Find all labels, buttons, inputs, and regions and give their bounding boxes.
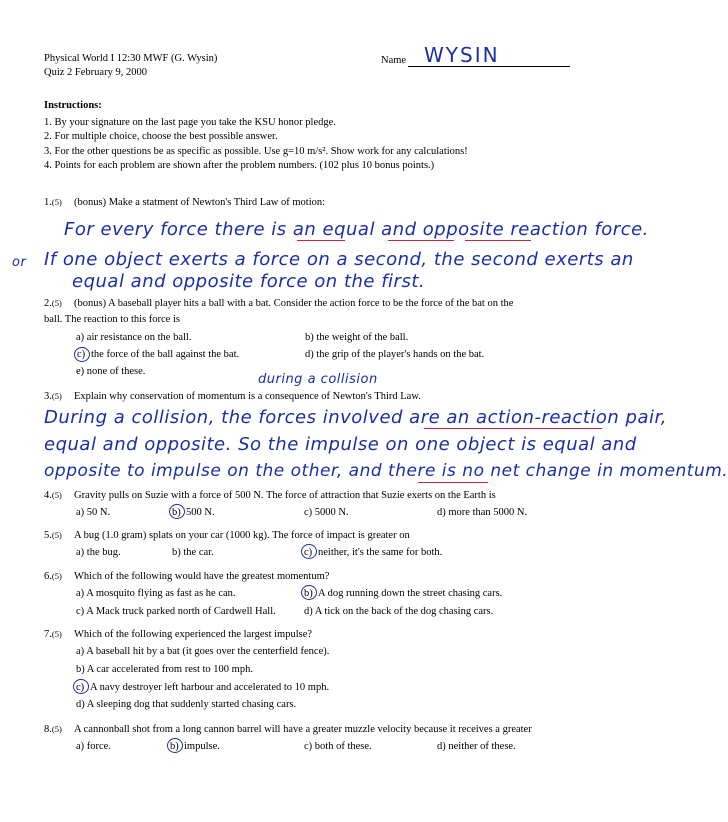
q6-option-b: A dog running down the street chasing cars. — [318, 588, 503, 599]
q2-text-1: (bonus) A baseball player hits a ball with a bat. Consider the action force to be the force of the bat on the — [74, 298, 514, 309]
q1-text: (bonus) Make a statment of Newton's Third Law of motion: — [74, 197, 326, 208]
course-title: Physical World I 12:30 MWF (G. Wysin) — [44, 53, 218, 64]
q5-option-a: a) the bug. — [76, 547, 121, 558]
quiz-date: Quiz 2 February 9, 2000 — [44, 67, 147, 78]
q6-option-a: a) A mosquito flying as fast as he can. — [76, 588, 236, 599]
q3-number: 3.(5) — [44, 391, 62, 402]
q2-option-c-letter: c) — [77, 349, 86, 360]
name-label: Name — [381, 55, 407, 66]
q6-number: 6.(5) — [44, 571, 62, 582]
q1-or-label: or — [12, 255, 27, 270]
q2-text-2: ball. The reaction to this force is — [44, 314, 180, 325]
q8-number: 8.(5) — [44, 724, 62, 735]
q4-number: 4.(5) — [44, 490, 62, 501]
q3-answer-line2: equal and opposite. So the impulse on one object is equal and — [44, 434, 637, 455]
q4-text: Gravity pulls on Suzie with a force of 500 N. The force of attraction that Suzie exerts on the Earth is — [74, 490, 496, 501]
q5-option-c: neither, it's the same for both. — [318, 547, 443, 558]
q2-option-e: e) none of these. — [76, 366, 146, 377]
q6-option-d: d) A tick on the back of the dog chasing cars. — [304, 606, 494, 617]
q2-option-d: d) the grip of the player's hands on the bat. — [305, 349, 485, 360]
q2-option-b: b) the weight of the ball. — [305, 332, 409, 343]
underline-reaction — [465, 240, 531, 241]
q5-option-b: b) the car. — [172, 547, 214, 558]
q1-answer-line3: equal and opposite force on the first. — [72, 271, 426, 292]
q6-text: Which of the following would have the greatest momentum? — [74, 571, 330, 582]
q8-option-a: a) force. — [76, 741, 111, 752]
q8-option-b: impulse. — [184, 741, 220, 752]
underline-action-reaction — [424, 428, 602, 429]
q4-option-b: 500 N. — [186, 507, 215, 518]
q4-option-d: d) more than 5000 N. — [437, 507, 528, 518]
underline-equal — [297, 240, 345, 241]
q3-answer-line1: During a collision, the forces involved are an action-reaction pair, — [44, 407, 667, 428]
q7-text: Which of the following experienced the largest impulse? — [74, 629, 313, 640]
underline-opposite — [388, 240, 454, 241]
q3-answer-line3: opposite to impulse on the other, and there is no net change in momentum. — [44, 461, 728, 481]
instruction-4: 4. Points for each problem are shown after the problem numbers. (102 plus 10 bonus points.) — [44, 160, 435, 171]
q2-number: 2.(5) — [44, 298, 62, 309]
instruction-2: 2. For multiple choice, choose the best possible answer. — [44, 131, 278, 142]
q5-text: A bug (1.0 gram) splats on your car (1000 kg). The force of impact is greater on — [74, 530, 410, 541]
q8-option-d: d) neither of these. — [437, 741, 516, 752]
q7-option-c-letter: c) — [76, 682, 85, 693]
instruction-3: 3. For the other questions be as specific as possible. Use g=10 m/s². Show work for any calculations! — [44, 146, 468, 157]
q4-option-b-letter: b) — [172, 507, 181, 518]
q7-option-d: d) A sleeping dog that suddenly started chasing cars. — [76, 699, 297, 710]
q6-option-c: c) A Mack truck parked north of Cardwell Hall. — [76, 606, 276, 617]
instruction-1: 1. By your signature on the last page you take the KSU honor pledge. — [44, 117, 336, 128]
q3-text: Explain why conservation of momentum is a consequence of Newton's Third Law. — [74, 391, 421, 402]
name-handwritten: WYSIN — [424, 43, 500, 67]
q4-option-c: c) 5000 N. — [304, 507, 349, 518]
q1-answer-line1: For every force there is an equal and opposite reaction force. — [64, 219, 649, 240]
q8-option-b-letter: b) — [170, 741, 179, 752]
q6-option-b-letter: b) — [304, 588, 313, 599]
q5-number: 5.(5) — [44, 530, 62, 541]
underline-no-net-change — [418, 482, 488, 483]
q1-number: 1.(5) — [44, 197, 62, 208]
instructions-title: Instructions: — [44, 100, 102, 111]
q7-number: 7.(5) — [44, 629, 62, 640]
q7-option-b: b) A car accelerated from rest to 100 mph. — [76, 664, 253, 675]
q7-option-c: A navy destroyer left harbour and accelerated to 10 mph. — [90, 682, 330, 693]
q1-answer-line2: If one object exerts a force on a second, the second exerts an — [44, 249, 634, 270]
q5-option-c-letter: c) — [304, 547, 313, 558]
q8-text: A cannonball shot from a long cannon barrel will have a greater muzzle velocity because it receives a greater — [74, 724, 532, 735]
q2-option-a: a) air resistance on the ball. — [76, 332, 192, 343]
q3-insert-note: during a collision — [258, 372, 378, 387]
q8-option-c: c) both of these. — [304, 741, 372, 752]
q2-option-c: the force of the ball against the bat. — [91, 349, 240, 360]
q7-option-a: a) A baseball hit by a bat (it goes over the centerfield fence). — [76, 646, 330, 657]
q4-option-a: a) 50 N. — [76, 507, 111, 518]
